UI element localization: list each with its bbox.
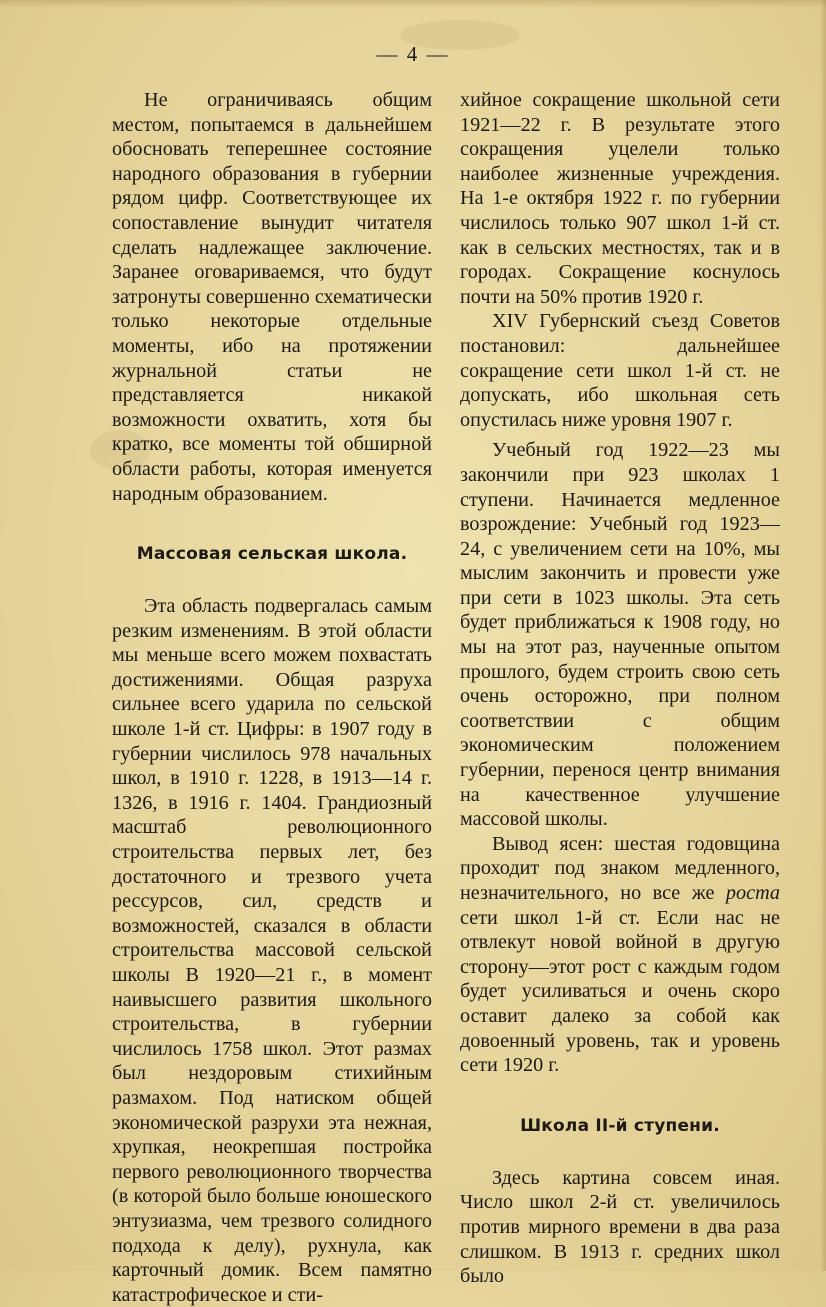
second-stage-paragraph: Здесь картина совсем иная. Число школ 2-й ст. увеличилось против мирного времени в два раза слишком. В 1913 г. средних школ было (460, 1166, 780, 1288)
spacer (112, 506, 432, 542)
page-right-edge (820, 0, 826, 1271)
continuation-paragraph: хийное сокращение школьной сети 1921—22 г. В результате этого сокращения уцелели только наиболее жизненные учреждения. На 1-е октября 1922 г. по губернии числилось только 907 школ 1-й ст. как в сельских местностях, так и в городах. Сокращение коснулось почти на 50% против 1920 г. (460, 89, 780, 308)
page-top-edge (0, 0, 826, 8)
school-year-paragraph: Учебный год 1922—23 мы закончили при 923 школах 1 ступени. Начинается медленное возрождение: Учебный год 1923—24, с увеличением сети на 10%, мы мыслим закончить и провести уже при сети в 1023 школы. Эта сеть будет приближаться к 1908 году, но мы на этот раз, наученные опытом прошлого, будем строить свою сеть очень осторожно, при полном соответствии с общим экономическим положением губернии, перенося центр внимания на качественное улучшение массовой школы. (460, 439, 780, 831)
conclusion-paragraph (460, 832, 780, 1078)
intro-paragraph: Не ограничиваясь общим местом, попытаемся в дальнейшем обосновать теперешнее состояние народного образования в губернии рядом цифр. Соответствующее их сопоставление вынудит читателя сделать надлежащее заключение. Заранее оговариваемся, что будут затронуты совершенно схематически только некоторые отдельные моменты, ибо на протяжении журнальной статьи не представляется никакой возможности охватить, хотя бы кратко, все моменты той обширной области работы, которая именуется народным образованием. (112, 89, 432, 505)
mass-school-paragraph: Эта область подвергалась самым резким изменениям. В этой области мы меньше всего можем похвастать достижениями. Общая разруха сильнее всего ударила по сельской школе 1-й ст. Цифры: в 1907 году в губернии числилось 978 начальных школ, в 1910 г. 1228, в 1913—14 г. 1326, в 1916 г. 1404. Грандиозный масштаб революционного строительства первых лет, без достаточного и трезвого учета рессурсов, сил, средств и возможностей, сказался в области строительства массовой сельской школы В 1920—21 г., в момент наивысшего развития школьного строительства, в губернии числилось 1758 школ. Этот размах был нездоровым стихийным размахом. Под натиском общей экономической разрухи эта нежная, хрупкая, неокрепшая постройка первого революционного творчества (в которой было больше юношеского энтузиазма, чем трезвого солидного подхода к делу), рухнула, как карточный домик. Всем памятно катастрофическое и сти- (112, 595, 432, 1306)
spacer (460, 1138, 780, 1166)
spacer (460, 1078, 780, 1114)
right-column (460, 88, 780, 1289)
congress-paragraph: XIV Губернский съезд Советов постановил: дальнейшее сокращение сети школ 1-й ст. не допускать, ибо школьная сеть опустилась ниже уровня 1907 г. (460, 310, 780, 431)
conclusion-text-end: сети школ 1-й ст. Если нас не отвлекут новой войной в другую сторону—этот рост с каждым годом будет усиливаться и очень скоро оставит далеко за собой как довоенный уровень, так и уровень сети 1920 г. (460, 906, 780, 1077)
section-heading-mass-school: Массовая сельская школа. (136, 544, 408, 565)
conclusion-text-start: Вывод ясен: шестая годовщина проходит под знаком медленного, незначительного, но все же (460, 832, 780, 904)
page-number: — 4 — (376, 42, 450, 66)
conclusion-emphasis: роста (725, 882, 780, 904)
left-column (112, 88, 432, 1307)
section-heading-second-stage: Школа II-й ступени. (520, 1115, 720, 1136)
spacer (112, 566, 432, 594)
